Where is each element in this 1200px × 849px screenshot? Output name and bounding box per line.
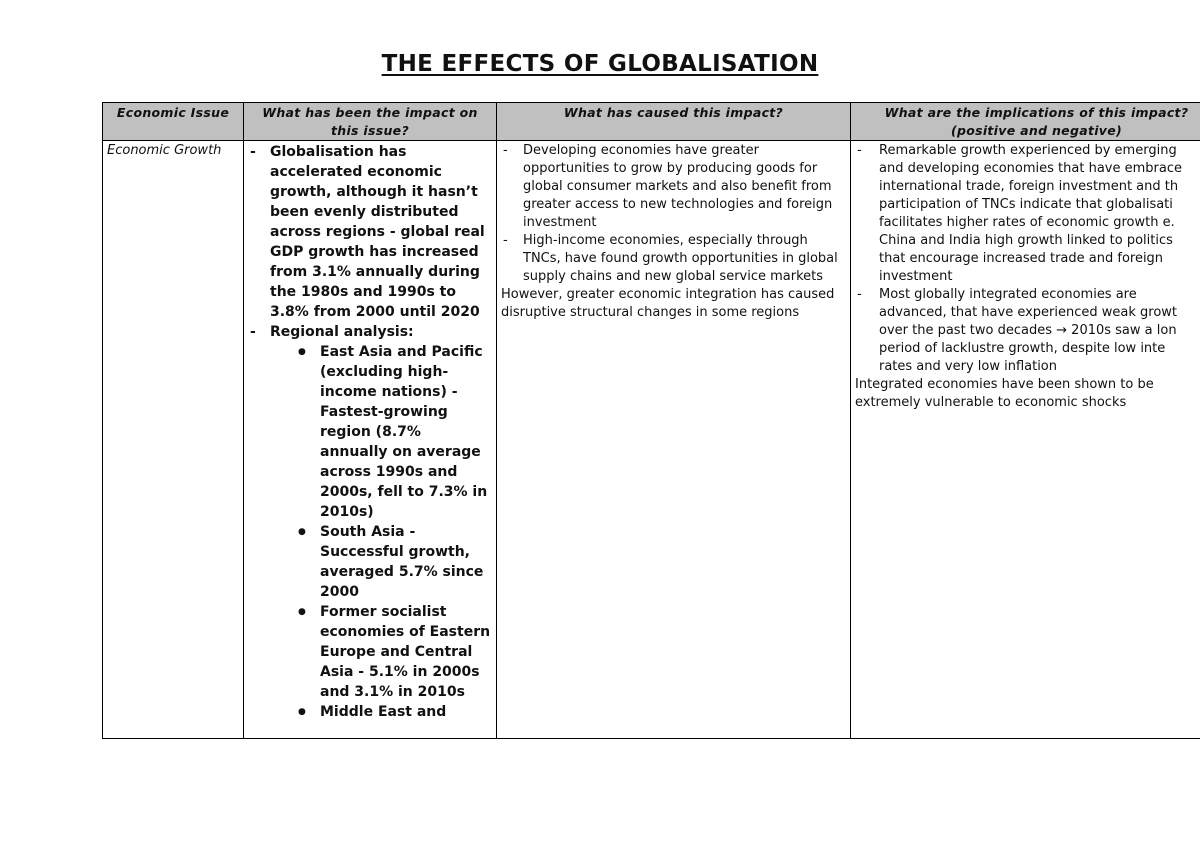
text-line: advanced, that have experienced weak growt: [879, 305, 1178, 320]
text-line: extremely vulnerable to economic shocks: [855, 395, 1127, 410]
list-item: - High-income economies, especially through TNCs, have found growth opportunities in global supply chains and new global service markets: [501, 232, 846, 286]
regional-analysis-label: Regional analysis:: [270, 324, 414, 340]
causes-list: [501, 142, 846, 286]
text-line: - Remarkable growth experienced by emerging: [879, 143, 1177, 158]
issue-cell: Economic Growth: [103, 141, 244, 739]
text-line: facilitates higher rates of economic growth e.: [879, 215, 1175, 230]
text-line: China and India high growth linked to politics: [879, 233, 1173, 248]
impact-list: [248, 142, 492, 722]
list-item: [855, 286, 1200, 376]
table-row: [103, 141, 1200, 739]
header-impact: What has been the impact on this issue?: [244, 103, 497, 141]
globalisation-table: [102, 102, 1200, 739]
impact-cell: [244, 141, 497, 739]
text-line: participation of TNCs indicate that globalisati: [879, 197, 1173, 212]
text-line: - Most globally integrated economies are: [879, 287, 1137, 302]
page-title: THE EFFECTS OF GLOBALISATION: [381, 51, 819, 77]
implications-cell: [851, 141, 1200, 739]
list-item: [248, 322, 492, 722]
text-line: period of lacklustre growth, despite low inte: [879, 341, 1166, 356]
causes-note: However, greater economic integration has caused disruptive structural changes in some regions: [501, 287, 835, 320]
text-line: and developing economies that have embrace: [879, 161, 1182, 176]
text-line: that encourage increased trade and foreign: [879, 251, 1164, 266]
list-item: ● East Asia and Pacific (excluding high-income nations) - Fastest-growing region (8.7% annually on average across 1990s and 2000s, fell to 7.3% in 2010s): [297, 342, 492, 522]
text-line: rates and very low inflation: [879, 359, 1058, 374]
causes-cell: [497, 141, 851, 739]
list-item: ● Middle East and: [297, 702, 492, 722]
header-cause: What has caused this impact?: [497, 103, 851, 141]
list-item: [855, 142, 1200, 286]
list-item: ● South Asia - Successful growth, averaged 5.7% since 2000: [297, 522, 492, 602]
header-row: [103, 103, 1200, 141]
list-item: - Developing economies have greater opportunities to grow by producing goods for global consumer markets and also benefit from greater access to new technologies and foreign investment: [501, 142, 846, 232]
header-implications: What are the implications of this impact? (positive and negative): [851, 103, 1200, 141]
regions-list: [270, 342, 492, 722]
text-line: Integrated economies have been shown to be: [855, 377, 1154, 392]
list-item: ● Former socialist economies of Eastern Europe and Central Asia - 5.1% in 2000s and 3.1% in 2010s: [297, 602, 492, 702]
text-line: international trade, foreign investment and th: [879, 179, 1179, 194]
header-economic-issue: Economic Issue: [103, 103, 244, 141]
implications-list: [855, 142, 1200, 376]
text-line: over the past two decades → 2010s saw a lon: [879, 323, 1177, 338]
text-line: investment: [879, 269, 953, 284]
list-item: - Globalisation has accelerated economic growth, although it hasn’t been evenly distributed across regions - global real GDP growth has increased from 3.1% annually during the 1980s and 1990s to 3.8% from 2000 until 2020: [248, 142, 492, 322]
